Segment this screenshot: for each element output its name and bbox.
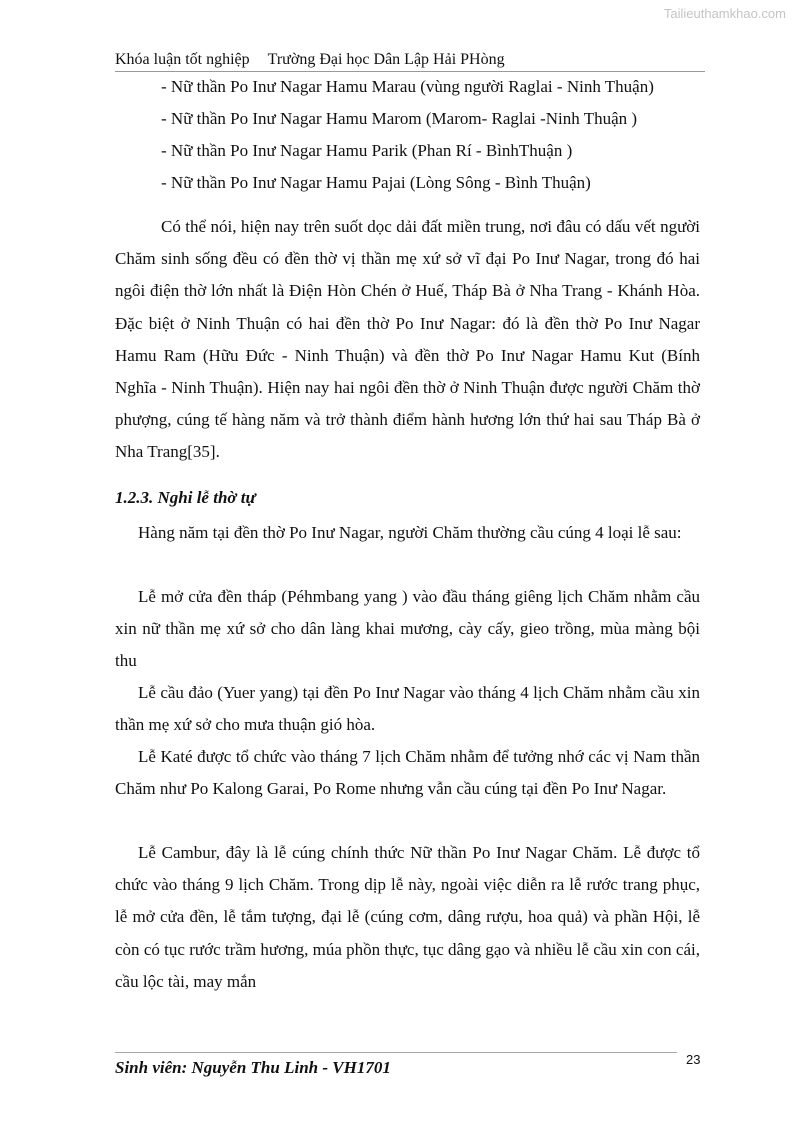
- list-item: - Nữ thần Po Inư Nagar Hamu Marau (vùng người Raglai - Ninh Thuận): [161, 77, 654, 96]
- page-header: [115, 50, 705, 72]
- list-item: - Nữ thần Po Inư Nagar Hamu Marom (Marom- Raglai -Ninh Thuận ): [161, 109, 638, 128]
- paragraph-ritual-intro: Hàng năm tại đền thờ Po Inư Nagar, người Chăm thường cầu cúng 4 loại lễ sau:: [138, 523, 682, 542]
- header-thesis-label: Khóa luận tốt nghiệp: [115, 51, 250, 68]
- footer-student: Sinh viên: Nguyễn Thu Linh - VH1701: [115, 1058, 391, 1077]
- list-item: - Nữ thần Po Inư Nagar Hamu Parik (Phan Rí - BìnhThuận ): [161, 141, 573, 160]
- paragraph-pehmbang-yang: Lễ mở cửa đền tháp (Péhmbang yang ) vào đầu tháng giêng lịch Chăm nhằm cầu xin nữ thần mẹ xứ sở cho dân làng khai mương, cày cấy, gieo trồng, mùa màng bội thu: [115, 587, 700, 671]
- list-item: - Nữ thần Po Inư Nagar Hamu Pajai (Lòng Sông - Bình Thuận): [161, 173, 591, 192]
- paragraph-intro: Có thể nói, hiện nay trên suốt dọc dải đất miền trung, nơi đâu có dấu vết người Chăm sinh sống đều có đền thờ vị thần mẹ xứ sở vĩ đại Po Inư Nagar, trong đó hai ngôi điện thờ lớn nhất là Điện Hòn Chén ở Huế, Tháp Bà ở Nha Trang - Khánh Hòa. Đặc biệt ở Ninh Thuận có hai đền thờ Po Inư Nagar: đó là đền thờ Po Inư Nagar Hamu Ram (Hữu Đức - Ninh Thuận) và đền thờ Po Inư Nagar Hamu Kut (Bính Nghĩa - Ninh Thuận). Hiện nay hai ngôi đền thờ ở Ninh Thuận được người Chăm thờ phượng, cúng tế hàng năm và trở thành điểm hành hương lớn thứ hai sau Tháp Bà ở Nha Trang[35].: [115, 217, 700, 462]
- temple-list: [161, 76, 654, 204]
- paragraph-kate: Lễ Katé được tổ chức vào tháng 7 lịch Chăm nhằm để tưởng nhớ các vị Nam thần Chăm như Po Kalong Garai, Po Rome nhưng vẫn cầu cúng tại đền Po Inư Nagar.: [115, 747, 700, 799]
- watermark: Tailieuthamkhao.com: [663, 6, 786, 21]
- footer-divider: [115, 1052, 677, 1053]
- paragraph-yuer-yang: Lễ cầu đảo (Yuer yang) tại đền Po Inư Nagar vào tháng 4 lịch Chăm nhằm cầu xin thần mẹ xứ sở cho mưa thuận gió hòa.: [115, 683, 700, 735]
- paragraph-cambur: Lễ Cambur, đây là lễ cúng chính thức Nữ thần Po Inư Nagar Chăm. Lễ được tổ chức vào tháng 9 lịch Chăm. Trong dịp lễ này, ngoài việc diễn ra lễ rước trang phục, lễ mở cửa đền, lễ tắm tượng, đại lễ (cúng cơm, dâng rượu, hoa quả) và phần Hội, lễ còn có tục rước trầm hương, múa phồn thực, tục dâng gạo và nhiều lễ cầu xin con cái, cầu lộc tài, may mắn: [115, 843, 700, 991]
- page-number: 23: [686, 1052, 701, 1067]
- header-university: Trường Đại học Dân Lập Hải PHòng: [267, 51, 505, 68]
- section-title: 1.2.3. Nghi lễ thờ tự: [115, 488, 256, 507]
